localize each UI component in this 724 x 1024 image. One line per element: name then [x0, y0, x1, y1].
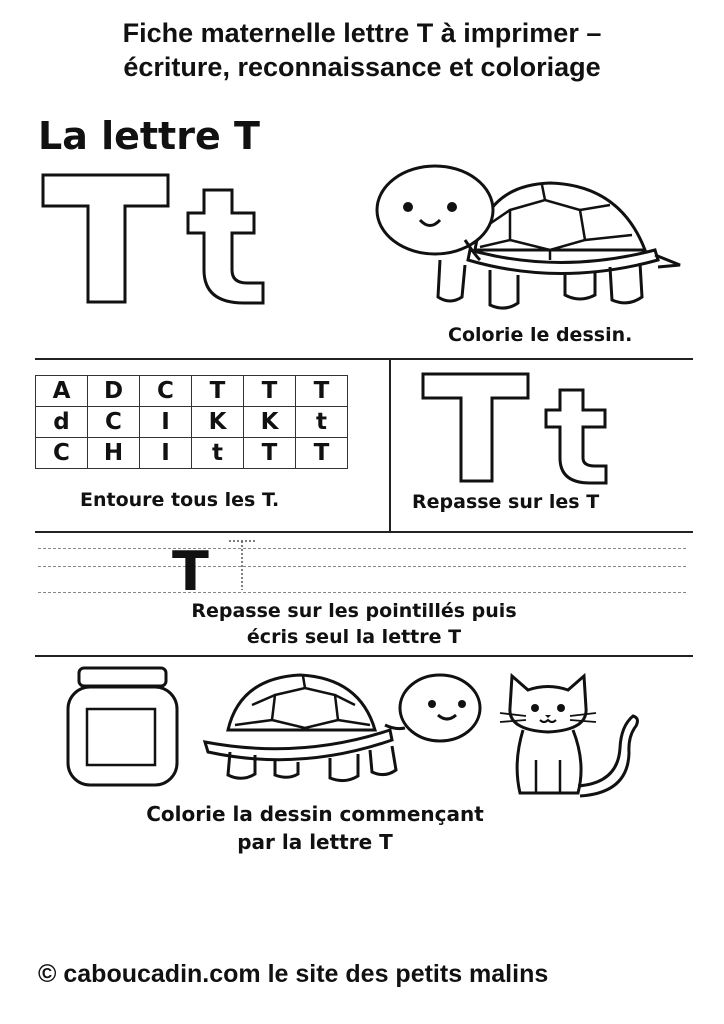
grid-cell[interactable]: I: [140, 438, 192, 469]
section-heading: La lettre T: [38, 114, 260, 158]
pictures-caption: [80, 800, 550, 856]
pictures-caption-line-2: par la lettre T: [237, 830, 393, 854]
grid-cell[interactable]: D: [88, 376, 140, 407]
title-line-2: écriture, reconnaissance et coloriage: [123, 52, 601, 82]
grid-cell[interactable]: d: [36, 407, 88, 438]
writing-caption-line-1: Repasse sur les pointillés puis: [191, 600, 517, 622]
footer-credit: © caboucadin.com le site des petits malins: [38, 960, 549, 988]
grid-cell[interactable]: C: [140, 376, 192, 407]
turtle-icon[interactable]: [200, 670, 485, 785]
grid-cell[interactable]: T: [244, 438, 296, 469]
divider-3: [35, 655, 693, 657]
grid-cell[interactable]: T: [296, 376, 348, 407]
cat-icon[interactable]: [498, 668, 643, 798]
grid-cell[interactable]: K: [244, 407, 296, 438]
grid-cell[interactable]: C: [36, 438, 88, 469]
grid-cell[interactable]: T: [296, 438, 348, 469]
writing-caption: [0, 598, 708, 650]
grid-cell[interactable]: I: [140, 407, 192, 438]
trace-caption: Repasse sur les T: [412, 491, 600, 513]
pictures-caption-line-1: Colorie la dessin commençant: [146, 802, 484, 826]
grid-cell[interactable]: K: [192, 407, 244, 438]
grid-cell[interactable]: H: [88, 438, 140, 469]
dotted-letter-t: [229, 541, 255, 590]
writing-caption-line-2: écris seul la lettre T: [246, 626, 462, 648]
sample-letter-t: T: [172, 540, 209, 603]
title-line-1: Fiche maternelle lettre T à imprimer –: [122, 18, 602, 48]
grid-cell[interactable]: T: [192, 376, 244, 407]
color-drawing-caption: Colorie le dessin.: [448, 324, 633, 346]
grid-cell[interactable]: C: [88, 407, 140, 438]
grid-cell[interactable]: t: [192, 438, 244, 469]
grid-cell[interactable]: A: [36, 376, 88, 407]
circle-t-caption: Entoure tous les T.: [80, 489, 280, 511]
jar-icon[interactable]: [65, 665, 180, 790]
grid-cell[interactable]: T: [244, 376, 296, 407]
grid-cell[interactable]: t: [296, 407, 348, 438]
